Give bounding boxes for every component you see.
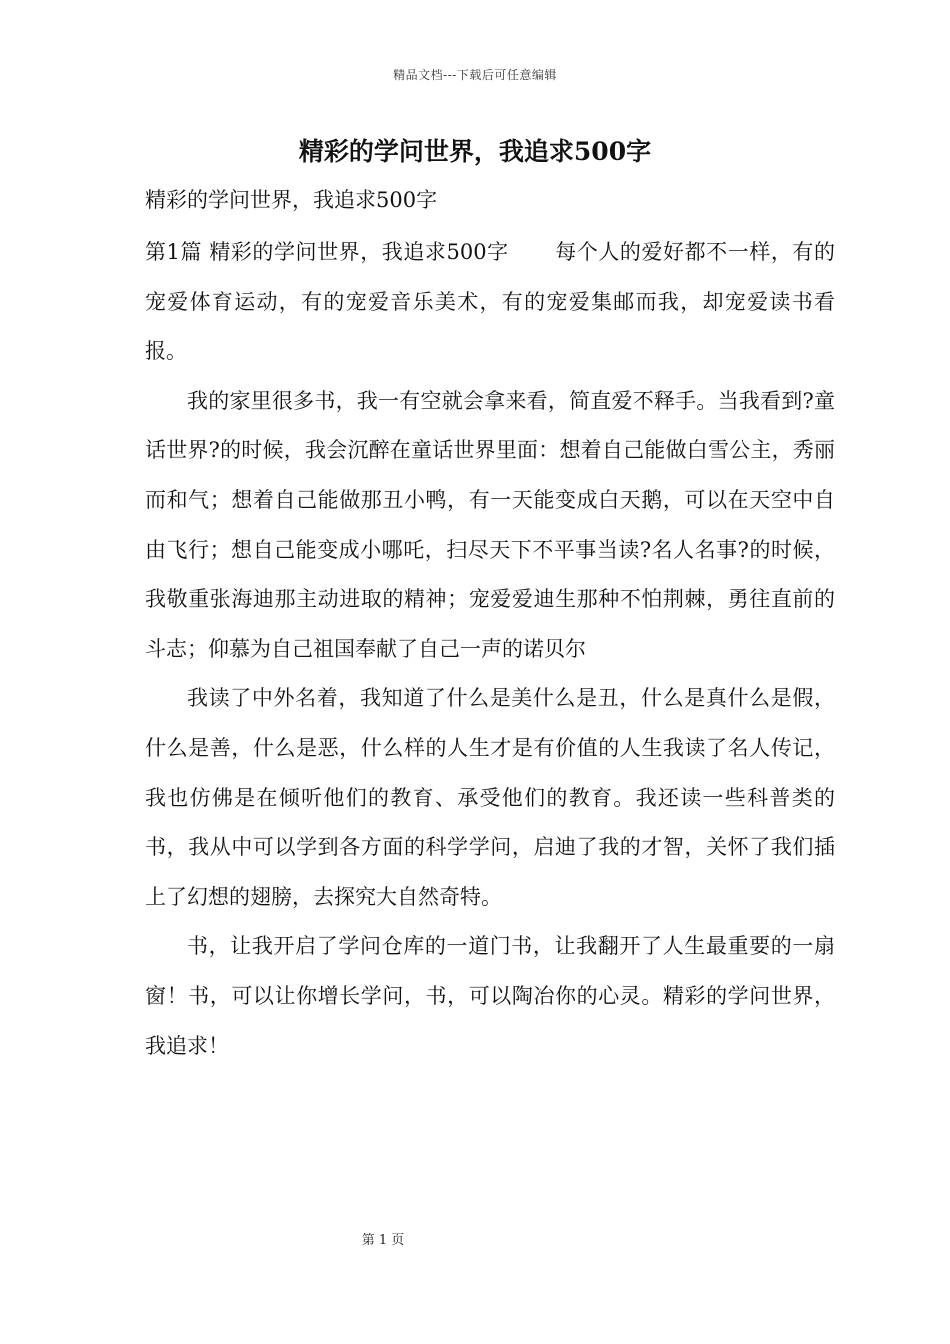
paragraph-intro [145,228,835,377]
page-number: 第 1 页 [361,1233,405,1248]
paragraph: 我的家里很多书，我一有空就会拿来看，简直爱不释手。当我看到?童话世界?的时候，我会沉醉在童话世界里面：想着自己能做白雪公主，秀丽而和气；想着自己能做那丑小鸭，有一天能变成白天鹅，可以在天空中自由飞行；想自己能变成小哪吒，扫尽天下不平事当读?名人名事?的时候，我敬重张海迪那主动进取的精神；宠爱爱迪生那种不怕荆棘，勇往直前的斗志；仰慕为自己祖国奉献了自己一声的诺贝尔 [145,388,835,661]
paragraph: 书，让我开启了学问仓库的一道门书，让我翻开了人生最重要的一扇窗！书，可以让你增长学问，书，可以陶冶你的心灵。精彩的学问世界，我追求！ [145,934,835,1058]
page-header: 精品文档---下载后可任意编辑 [393,68,557,82]
document-title: 精彩的学问世界，我追求500字 [298,137,652,166]
document-subtitle: 精彩的学问世界，我追求500字 [145,188,438,212]
paragraph-text: 每个人的爱好都不一样，有的宠爱体育运动，有的宠爱音乐美术，有的宠爱集邮而我，却宠爱读书看报。 [145,240,835,364]
document-body [145,182,835,1071]
chapter-heading: 第1篇 精彩的学问世界，我追求500字 [145,240,509,264]
paragraph: 我读了中外名着，我知道了什么是美什么是丑，什么是真什么是假，什么是善，什么是恶，什么样的人生才是有价值的人生我读了名人传记，我也仿佛是在倾听他们的教育、承受他们的教育。我还读一些科普类的书，我从中可以学到各方面的科学学问，启迪了我的才智，关怀了我们插上了幻想的翅膀，去探究大自然奇特。 [145,686,835,909]
